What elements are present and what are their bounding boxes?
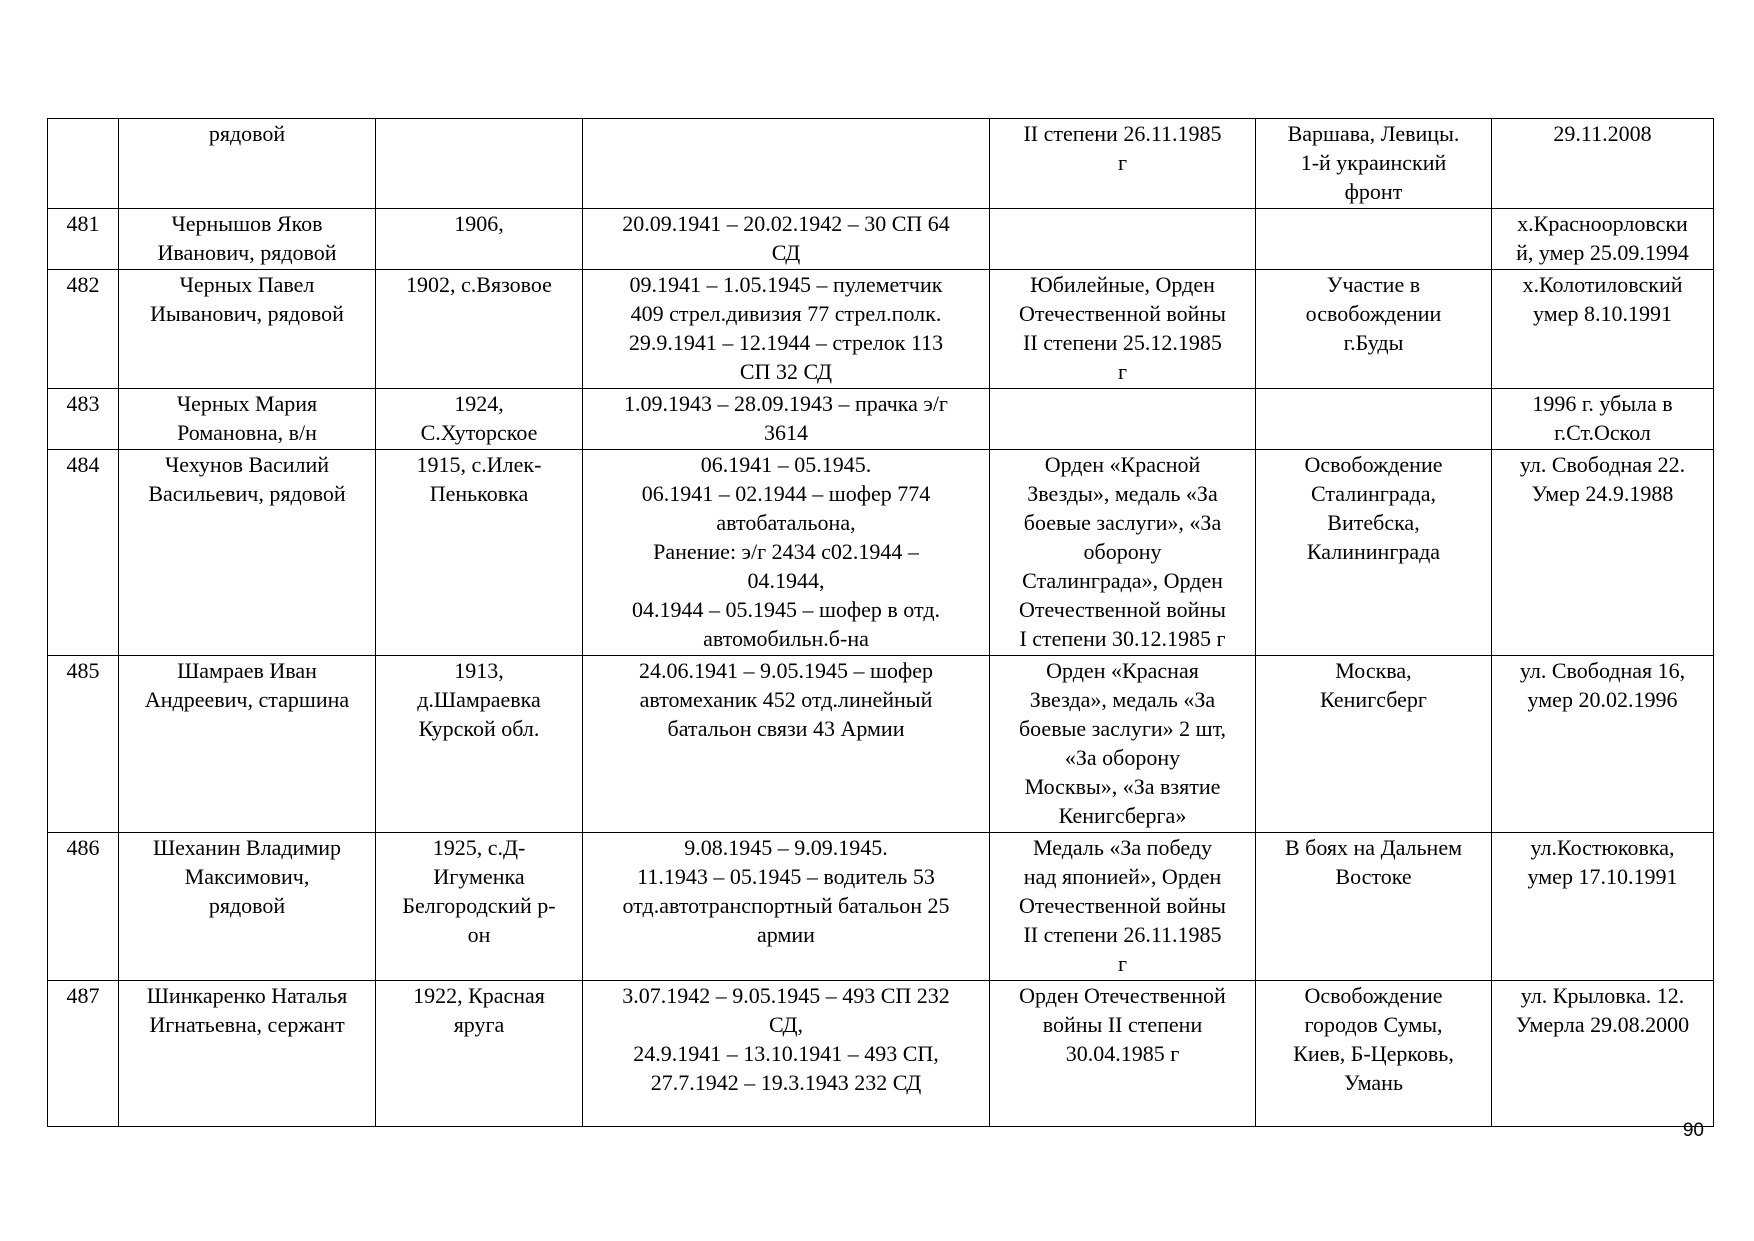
cell-notes: ул.Костюковка, умер 17.10.1991 (1492, 833, 1714, 981)
cell-awards: Орден Отечественной войны II степени 30.04.1985 г (990, 981, 1256, 1127)
cell-battles: Освобождение Сталинграда, Витебска, Калининграда (1256, 450, 1492, 656)
cell-name: Шеханин Владимир Максимович, рядовой (119, 833, 376, 981)
cell-awards: Медаль «За победу над японией», Орден Отечественной войны II степени 26.11.1985 г (990, 833, 1256, 981)
cell-battles (1256, 209, 1492, 270)
table-row (48, 656, 1714, 833)
cell-notes: ул. Крыловка. 12. Умерла 29.08.2000 (1492, 981, 1714, 1127)
cell-notes: х.Красноорловски й, умер 25.09.1994 (1492, 209, 1714, 270)
cell-awards: Орден «Красная Звезда», медаль «За боевые заслуги» 2 шт, «За оборону Москвы», «За взятие Кенигсберга» (990, 656, 1256, 833)
cell-notes: 1996 г. убыла в г.Ст.Оскол (1492, 389, 1714, 450)
cell-number: 483 (48, 389, 119, 450)
cell-birth: 1906, (376, 209, 583, 270)
cell-service: 9.08.1945 – 9.09.1945. 11.1943 – 05.1945 – водитель 53 отд.автотранспортный батальон 25 армии (583, 833, 990, 981)
cell-service: 09.1941 – 1.05.1945 – пулеметчик 409 стрел.дивизия 77 стрел.полк. 29.9.1941 – 12.1944 – стрелок 113 СП 32 СД (583, 270, 990, 389)
cell-name: Чехунов Василий Васильевич, рядовой (119, 450, 376, 656)
cell-battles (1256, 389, 1492, 450)
cell-awards (990, 389, 1256, 450)
cell-birth: 1924, С.Хуторское (376, 389, 583, 450)
cell-service: 3.07.1942 – 9.05.1945 – 493 СП 232 СД, 24.9.1941 – 13.10.1941 – 493 СП, 27.7.1942 – 19.3.1943 232 СД (583, 981, 990, 1127)
cell-birth: 1922, Красная яруга (376, 981, 583, 1127)
cell-number: 484 (48, 450, 119, 656)
cell-name: Чернышов Яков Иванович, рядовой (119, 209, 376, 270)
table-row (48, 270, 1714, 389)
cell-name: Шинкаренко Наталья Игнатьевна, сержант (119, 981, 376, 1127)
cell-birth: 1913, д.Шамраевка Курской обл. (376, 656, 583, 833)
cell-battles: В боях на Дальнем Востоке (1256, 833, 1492, 981)
cell-notes: х.Колотиловский умер 8.10.1991 (1492, 270, 1714, 389)
cell-awards: Юбилейные, Орден Отечественной войны II степени 25.12.1985 г (990, 270, 1256, 389)
table-row (48, 389, 1714, 450)
cell-birth: 1925, с.Д- Игуменка Белгородский р- он (376, 833, 583, 981)
cell-name: Шамраев Иван Андреевич, старшина (119, 656, 376, 833)
cell-service: 06.1941 – 05.1945. 06.1941 – 02.1944 – шофер 774 автобатальона, Ранение: э/г 2434 с02.1944 – 04.1944, 04.1944 – 05.1945 – шофер в отд. автомобильн.б-на (583, 450, 990, 656)
cell-awards (990, 209, 1256, 270)
cell-birth: 1915, с.Илек- Пеньковка (376, 450, 583, 656)
cell-service: 24.06.1941 – 9.05.1945 – шофер автомеханик 452 отд.линейный батальон связи 43 Армии (583, 656, 990, 833)
cell-awards: II степени 26.11.1985 г (990, 119, 1256, 209)
cell-name: Черных Мария Романовна, в/н (119, 389, 376, 450)
cell-number: 485 (48, 656, 119, 833)
cell-name: рядовой (119, 119, 376, 209)
cell-service: 20.09.1941 – 20.02.1942 – 30 СП 64 СД (583, 209, 990, 270)
cell-birth (376, 119, 583, 209)
table-row (48, 450, 1714, 656)
cell-awards: Орден «Красной Звезды», медаль «За боевые заслуги», «За оборону Сталинграда», Орден Отечественной войны I степени 30.12.1985 г (990, 450, 1256, 656)
cell-battles: Варшава, Левицы. 1-й украинский фронт (1256, 119, 1492, 209)
cell-number (48, 119, 119, 209)
cell-battles: Участие в освобождении г.Буды (1256, 270, 1492, 389)
cell-notes: 29.11.2008 (1492, 119, 1714, 209)
cell-number: 481 (48, 209, 119, 270)
table-row (48, 981, 1714, 1127)
table-row (48, 119, 1714, 209)
cell-battles: Москва, Кенигсберг (1256, 656, 1492, 833)
cell-number: 482 (48, 270, 119, 389)
cell-number: 486 (48, 833, 119, 981)
cell-notes: ул. Свободная 16, умер 20.02.1996 (1492, 656, 1714, 833)
cell-service: 1.09.1943 – 28.09.1943 – прачка э/г 3614 (583, 389, 990, 450)
veterans-table (47, 118, 1714, 1127)
cell-name: Черных Павел Иыванович, рядовой (119, 270, 376, 389)
cell-number: 487 (48, 981, 119, 1127)
cell-service (583, 119, 990, 209)
page-number: 90 (1682, 1120, 1704, 1141)
cell-notes: ул. Свободная 22. Умер 24.9.1988 (1492, 450, 1714, 656)
table-row (48, 209, 1714, 270)
table-row (48, 833, 1714, 981)
cell-battles: Освобождение городов Сумы, Киев, Б-Церковь, Умань (1256, 981, 1492, 1127)
cell-birth: 1902, с.Вязовое (376, 270, 583, 389)
